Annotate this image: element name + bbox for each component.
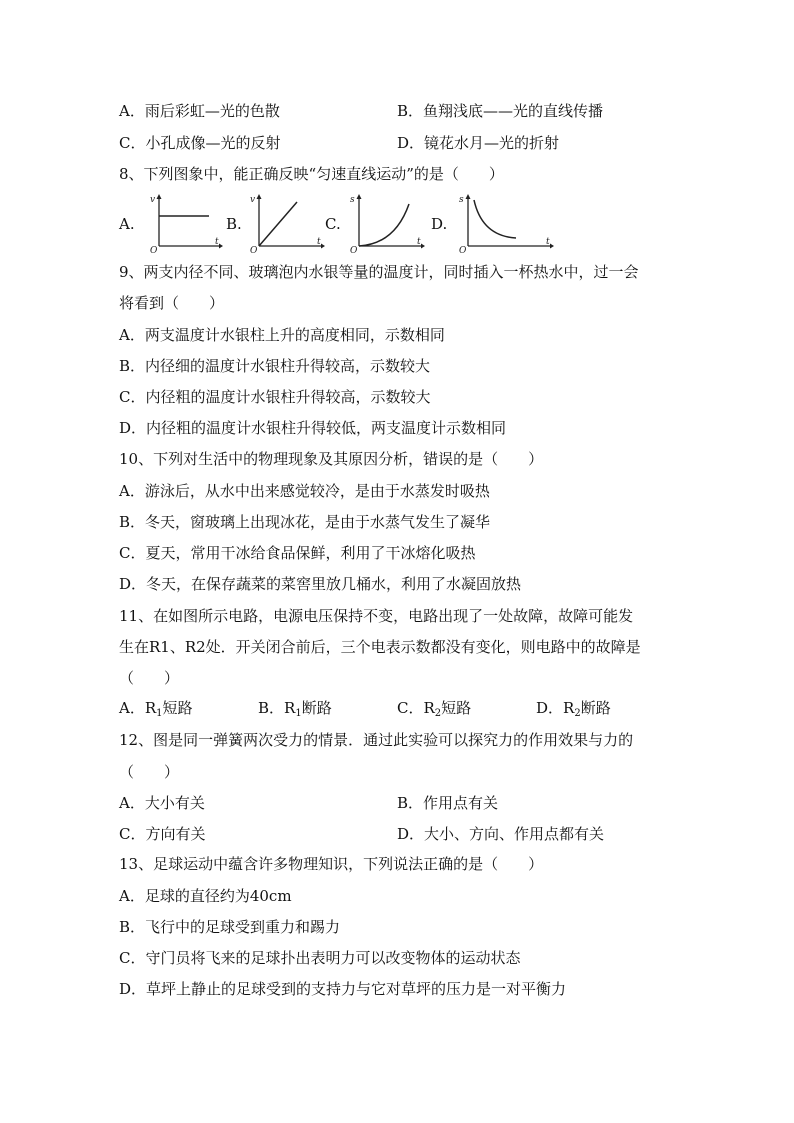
q10-option-c: C．夏天，常用干冰给食品保鲜，利用了干冰熔化吸热 bbox=[119, 544, 476, 562]
q9-option-d: D．内径粗的温度计水银柱升得较低，两支温度计示数相同 bbox=[119, 419, 507, 437]
q9-stem-line2: 将看到（ ） bbox=[119, 294, 225, 312]
q12-option-a: A．大小有关 bbox=[119, 794, 205, 812]
q11-option-c-text: 短路 bbox=[441, 699, 472, 717]
q8-graph-c-ylabel: s bbox=[350, 195, 355, 205]
q13-option-a: A．足球的直径约为40cm bbox=[119, 887, 292, 905]
q10-option-b: B．冬天，窗玻璃上出现冰花，是由于水蒸气发生了凝华 bbox=[119, 513, 491, 531]
q10-option-a: A．游泳后，从水中出来感觉较冷，是由于水蒸发时吸热 bbox=[119, 482, 490, 500]
q11-option-b-text: 断路 bbox=[301, 699, 332, 717]
q11-option-c-prefix: C．R bbox=[397, 699, 435, 717]
q9-stem-line1: 9、两支内径不同、玻璃泡内水银等量的温度计，同时插入一杯热水中，过一会 bbox=[119, 263, 639, 281]
q12-option-d: D．大小、方向、作用点都有关 bbox=[397, 825, 605, 843]
q11-option-d-subscript: 2 bbox=[574, 708, 581, 719]
q9-option-c: C．内径粗的温度计水银柱升得较高，示数较大 bbox=[119, 388, 431, 406]
q8-graph-d-xlabel: t bbox=[546, 237, 550, 247]
q10-option-d: D．冬天，在保存蔬菜的菜窖里放几桶水，利用了水凝固放热 bbox=[119, 575, 522, 593]
q11-option-d-text: 断路 bbox=[580, 699, 611, 717]
q8-label-b: B. bbox=[226, 215, 242, 233]
q8-graph-a bbox=[149, 192, 223, 254]
q11-stem-line3: （ ） bbox=[119, 669, 180, 687]
q11-option-c bbox=[397, 698, 471, 724]
q7-option-c: C．小孔成像—光的反射 bbox=[119, 134, 281, 152]
q12-stem-line1: 12、图是同一弹簧两次受力的情景．通过此实验可以探究力的作用效果与力的 bbox=[119, 731, 634, 749]
q8-graph-d bbox=[454, 192, 556, 254]
q7-option-a: A．雨后彩虹—光的色散 bbox=[119, 102, 280, 120]
q8-label-a: A. bbox=[119, 215, 135, 233]
q12-option-c: C．方向有关 bbox=[119, 825, 206, 843]
q8-label-d: D. bbox=[431, 215, 448, 233]
q11-stem-line1: 11、在如图所示电路，电源电压保持不变，电路出现了一处故障，故障可能发 bbox=[119, 607, 634, 625]
q8-label-c: C. bbox=[325, 215, 341, 233]
q13-option-b: B．飞行中的足球受到重力和踢力 bbox=[119, 918, 341, 936]
q13-option-d: D．草坪上静止的足球受到的支持力与它对草坪的压力是一对平衡力 bbox=[119, 980, 567, 998]
q8-graph-b-ylabel: v bbox=[250, 195, 256, 205]
q11-stem-line2: 生在R1、R2处．开关闭合前后，三个电表示数都没有变化，则电路中的故障是 bbox=[119, 638, 641, 656]
q8-graph-a-ylabel: v bbox=[150, 195, 156, 205]
q11-option-a bbox=[119, 698, 193, 724]
q9-option-a: A．两支温度计水银柱上升的高度相同，示数相同 bbox=[119, 326, 445, 344]
q11-option-c-subscript: 2 bbox=[434, 708, 442, 719]
q8-graph-a-xlabel: t bbox=[215, 237, 219, 247]
q12-option-b: B．作用点有关 bbox=[397, 794, 499, 812]
q7-option-d: D．镜花水月—光的折射 bbox=[397, 134, 560, 152]
q11-option-b bbox=[258, 698, 332, 724]
q11-option-d bbox=[536, 698, 611, 724]
q8-graph-c-xlabel: t bbox=[417, 237, 421, 247]
q13-stem: 13、足球运动中蕴含许多物理知识，下列说法正确的是（ ） bbox=[119, 855, 544, 873]
q11-option-a-prefix: A．R bbox=[119, 699, 157, 717]
q10-stem: 10、下列对生活中的物理现象及其原因分析，错误的是（ ） bbox=[119, 450, 544, 468]
q8-graph-b-xlabel: t bbox=[317, 237, 321, 247]
q11-option-a-subscript: 1 bbox=[156, 708, 163, 719]
q13-option-c: C．守门员将飞来的足球扑出表明力可以改变物体的运动状态 bbox=[119, 949, 521, 967]
q8-graph-c-origin: O bbox=[350, 246, 358, 254]
q8-graph-options bbox=[119, 192, 579, 254]
q8-graph-d-ylabel: s bbox=[459, 195, 464, 205]
q12-stem-line2: （ ） bbox=[119, 763, 180, 781]
q8-graph-b-origin: O bbox=[250, 246, 258, 254]
q8-graph-b bbox=[249, 192, 325, 254]
q7-option-b: B．鱼翔浅底——光的直线传播 bbox=[397, 102, 604, 120]
q11-option-d-prefix: D．R bbox=[536, 699, 575, 717]
q8-graph-a-origin: O bbox=[150, 246, 158, 254]
q9-option-b: B．内径细的温度计水银柱升得较高，示数较大 bbox=[119, 357, 431, 375]
q11-option-b-prefix: B．R bbox=[258, 699, 296, 717]
q8-graph-c bbox=[347, 192, 425, 254]
q11-option-b-subscript: 1 bbox=[295, 708, 302, 719]
q8-stem: 8、下列图象中，能正确反映“匀速直线运动”的是（ ） bbox=[119, 165, 504, 183]
q11-option-a-text: 短路 bbox=[162, 699, 193, 717]
q8-graph-d-origin: O bbox=[459, 246, 467, 254]
